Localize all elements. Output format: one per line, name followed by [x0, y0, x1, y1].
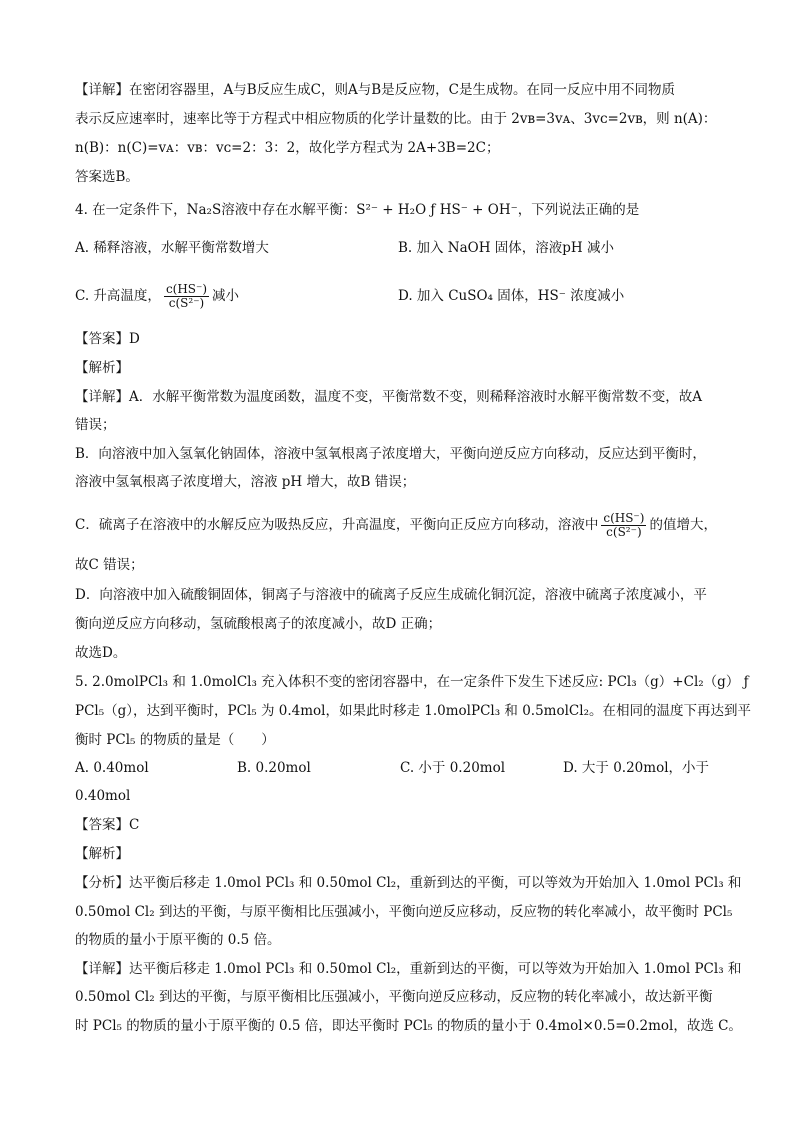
q4-detail-c-prefix: C．硫离子在溶液中的水解反应为吸热反应，升高温度，平衡向正反应方向移动，溶液中: [75, 517, 599, 533]
q4-option-b: B. 加入 NaOH 固体，溶液pH 减小: [398, 240, 614, 256]
detail-1-line-1: 【详解】在密闭容器里，A与B反应生成C，则A与B是反应物，C是生成物。在同一反应中用不同物质: [75, 82, 675, 98]
q4-detail-line-6: 故C 错误；: [75, 557, 144, 573]
question-5-line-1: 5. 2.0molPCl₃ 和 1.0molCl₃ 充入体积不变的密闭容器中，在一定条件下发生下述反应: PCl₃（g）+Cl₂（g） ƒ: [75, 674, 749, 690]
q5-detail-line-1: 【详解】达平衡后移走 1.0mol PCl₃ 和 0.50mol Cl₂，重新到达的平衡，可以等效为开始加入 1.0mol PCl₃ 和: [75, 961, 742, 977]
q5-analysis-line-1: 【分析】达平衡后移走 1.0mol PCl₃ 和 0.50mol Cl₂，重新到达的平衡，可以等效为开始加入 1.0mol PCl₃ 和: [75, 875, 742, 891]
question-5-line-3: 衡时 PCl₅ 的物质的量是（ ）: [75, 732, 275, 748]
question-4-stem: [75, 200, 735, 220]
q4-detail-line-2: 错误；: [75, 417, 116, 433]
q4-detail-line-3: B．向溶液中加入氢氧化钠固体，溶液中氢氧根离子浓度增大，平衡向逆反应方向移动，反应达到平衡时，: [75, 446, 706, 462]
q4-detail-c-fraction: [601, 512, 646, 539]
q4-detail-line-1: 【详解】A．水解平衡常数为温度函数，温度不变，平衡常数不变，则稀释溶液时水解平衡常数不变，故A: [75, 389, 702, 405]
q4-stem-middle: 溶液中存在水解平衡：: [221, 202, 357, 218]
q4-option-a: A. 稀释溶液，水解平衡常数增大: [75, 240, 269, 256]
detail-1-line-3: n(B)：n(C)=vᴀ：vʙ：vᴄ=2：3：2，故化学方程式为 2A+3B=2C；: [75, 140, 500, 156]
q5-analysis-line-3: 的物质的量小于原平衡的 0.5 倍。: [75, 932, 281, 948]
q5-option-d: D. 大于 0.20mol，小于: [563, 760, 710, 776]
question-5-line-2: PCl₅（g），达到平衡时，PCl₅ 为 0.4mol，如果此时移走 1.0molPCl₃ 和 0.5molCl₂。在相同的温度下再达到平: [75, 703, 751, 719]
q5-option-d-continued: 0.40mol: [75, 788, 131, 804]
q4-answer: 【答案】D: [75, 331, 140, 347]
fraction-numerator: c(HS⁻): [603, 511, 645, 525]
q5-option-c: C. 小于 0.20mol: [400, 760, 506, 776]
q4-analysis-label: 【解析】: [75, 360, 129, 376]
q4-detail-line-5: [75, 505, 735, 545]
q5-detail-line-2: 0.50mol Cl₂ 到达的平衡，与原平衡相比压强减小，平衡向逆反应移动，反应物的转化率减小，故达新平衡: [75, 989, 713, 1005]
q4-detail-line-8: 衡向逆反应方向移动，氢硫酸根离子的浓度减小，故D 正确；: [75, 616, 442, 632]
q4-detail-c-suffix: 的值增大，: [649, 517, 717, 533]
q4-option-c-suffix: 减小: [212, 288, 240, 304]
fraction-denominator: c(S²⁻): [606, 525, 642, 539]
q4-option-d: D. 加入 CuSO₄ 固体，HS⁻ 浓度减小: [398, 288, 625, 304]
q5-analysis-label: 【解析】: [75, 846, 129, 862]
q4-stem-prefix: 4. 在一定条件下，: [75, 202, 187, 218]
q5-option-b: B. 0.20mol: [237, 760, 311, 776]
q4-option-c: [75, 276, 239, 316]
q5-answer: 【答案】C: [75, 817, 140, 833]
q4-detail-line-9: 故选D。: [75, 645, 127, 661]
detail-1-line-2: 表示反应速率时，速率比等于方程式中相应物质的化学计量数的比。由于 2vʙ=3vᴀ、3vᴄ=2vʙ，则 n(A)：: [75, 111, 717, 127]
q4-option-c-prefix: C. 升高温度，: [75, 288, 161, 304]
q4-option-c-fraction: [164, 283, 209, 310]
q4-detail-line-4: 溶液中氢氧根离子浓度增大，溶液 pH 增大，故B 错误；: [75, 474, 416, 490]
q4-stem-suffix: ，下列说法正确的是: [517, 202, 640, 218]
q5-detail-line-3: 时 PCl₅ 的物质的量小于原平衡的 0.5 倍，即达平衡时 PCl₅ 的物质的量小于 0.4mol×0.5=0.2mol，故选 C。: [75, 1018, 742, 1034]
q4-stem-equation: S²⁻ + H₂O ƒ HS⁻ + OH⁻: [356, 202, 518, 218]
q5-option-a: A. 0.40mol: [75, 760, 149, 776]
q5-analysis-line-2: 0.50mol Cl₂ 到达的平衡，与原平衡相比压强减小，平衡向逆反应移动，反应物的转化率减小，故平衡时 PCl₅: [75, 904, 733, 920]
q4-stem-salt: Na₂S: [186, 202, 222, 218]
q4-detail-line-7: D．向溶液中加入硫酸铜固体，铜离子与溶液中的硫离子反应生成硫化铜沉淀，溶液中硫离子浓度减小，平: [75, 587, 707, 603]
detail-1-line-4: 答案选B。: [75, 169, 139, 185]
fraction-denominator: c(S²⁻): [168, 296, 205, 310]
fraction-numerator: c(HS⁻): [165, 282, 208, 296]
